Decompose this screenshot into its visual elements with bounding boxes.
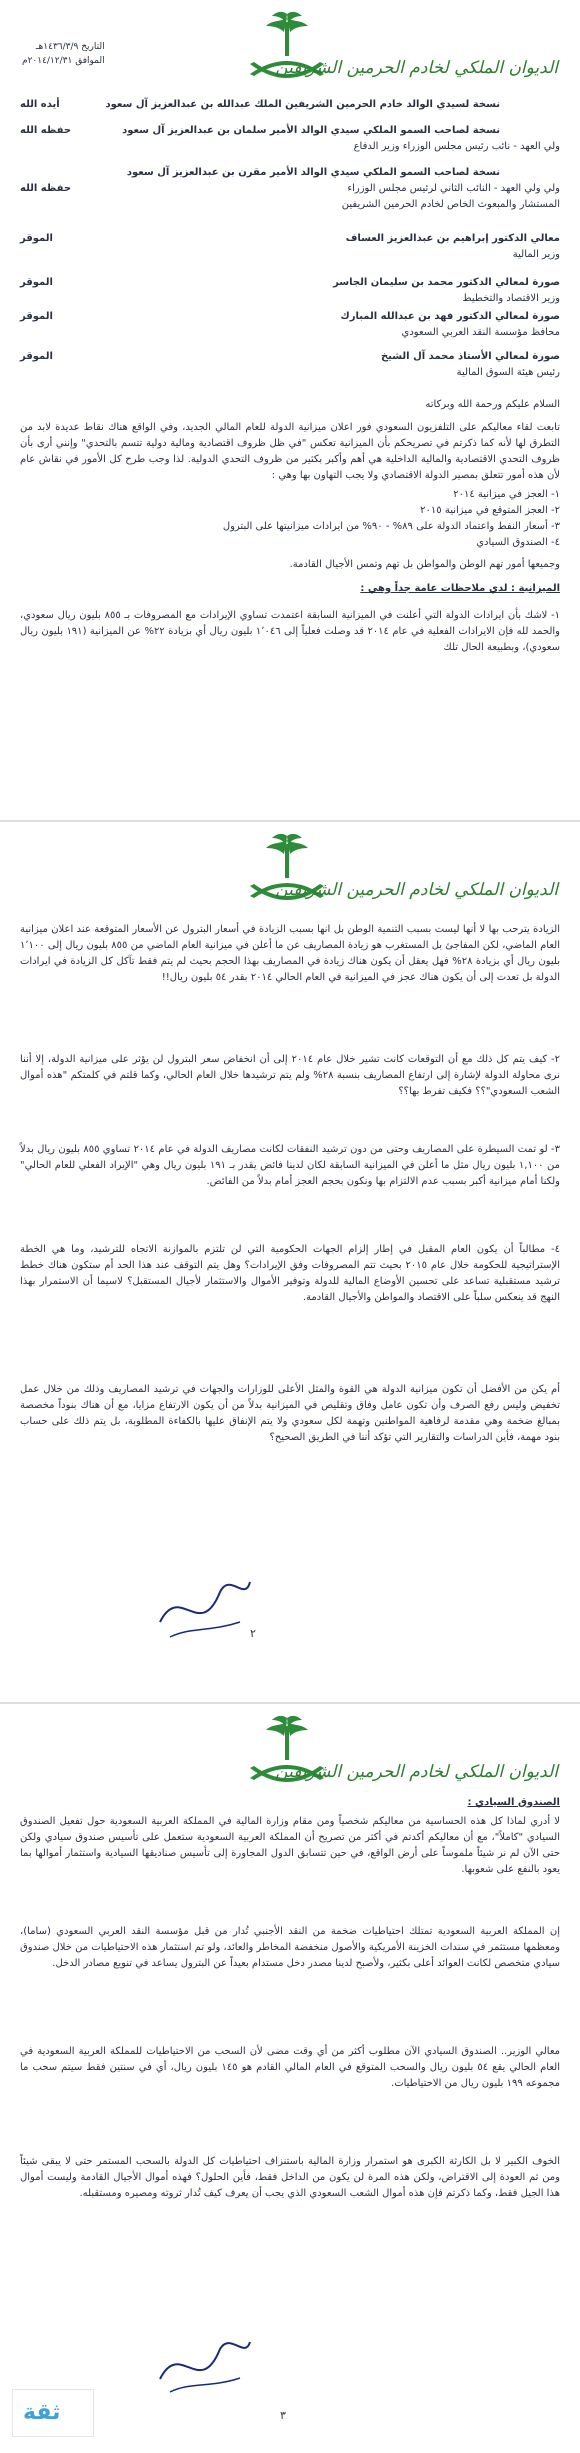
p2-paragraph-2: ٢- كيف يتم كل ذلك مع أن التوقعات كانت تشير خلال عام ٢٠١٤ إلى أن انخفاض سعر البترول لن يؤثر على ميزانية الدولة، إلا أننا نرى محاولة الدولة لإشارة إلى ارتفاع المصاريف بنسبة ٢٨% ولم يتم ترشيدها خلال العام الحالي، وكما قلتم في كلمتكم "هذه أموال الشعب السعودي"؟؟ فكيف تفرط بها؟؟ — [20, 1054, 560, 1097]
point-3: ٣- أسعار النفط واعتماد الدولة على ٨٩% - ٩٠% من ايرادات ميزانيتها على البترول — [222, 521, 560, 532]
sovereign-fund-heading: الصندوق السيادي : — [467, 1797, 560, 1808]
recipient-3: صورة لمعالي الدكتور فهد بن عبدالله المبارك — [340, 311, 560, 322]
recipient-1-title: وزير المالية — [512, 249, 560, 260]
office-title: الديوان الملكي لخادم الحرمين الشريفين — [275, 58, 558, 78]
point-4: ٤- الصندوق السيادي — [476, 537, 560, 548]
p2-paragraph-1: الزيادة يترحب بها لا أنها ليست بسبب التنمية الوطن بل انها بسبب الزيادة في أسعار البترول عن الأسعار المتوقعة عند اعلان ميزانية العام الماضي، لكن المفاجئ بل المستغرب هو زيادة المصاريف عن ما أعلن في ميزانية العام الماضي من ٨٥٥ بليون ريال إلى ١٬١٠٠ بليون ريال أي بزيادة ٢٨% فهل يعقل أن يكون هناك زيادة في المصاريف بهذا الحجم بحيث لم يتم فقط تآكل كل الزيادة في ايرادات الدولة بل تعدت إلى أن يكون هناك عجز في الميزانية في العام الحالي ٢٠١٤ بقدر ٥٤ بليون ريال!! — [20, 924, 560, 983]
point-1: ١- العجز في ميزانية ٢٠١٤ — [453, 489, 560, 500]
recipient-3-title: محافظ مؤسسة النقد العربي السعودي — [401, 327, 560, 338]
addressee-1: نسخة لسيدي الوالد خادم الحرمين الشريفين الملك عبدالله بن عبدالعزيز آل سعود — [105, 99, 500, 110]
p3-paragraph-3: معالي الوزير.. الصندوق السيادي الآن مطلوب أكثر من أي وقت مضى لأن السحب من الاحتياطيات للمملكة العربية السعودية في العام الحالي يقع ٥٤ بليون ريال والسحب المتوقع في العام المالي القادم هو ١٤٥ بليون ريال، أي في سنتين فقط سيتم سحب ما مجموعه ١٩٩ بليون ريال من الاحتياطيات. — [20, 2046, 561, 2089]
page-number: ٣ — [280, 2409, 286, 2422]
recipient-2: صورة لمعالي الدكتور محمد بن سليمان الجاسر — [333, 277, 560, 288]
watermark-text: ثقة — [23, 2400, 61, 2425]
greeting: السلام عليكم ورحمة الله وبركاته — [425, 399, 560, 410]
p3-paragraph-4: الخوف الكبير لا بل الكارثة الكبرى هو استمرار وزارة المالية باستنزاف احتياطيات كل الدولة بالسحب المستمر حتى لا يبقى شيئاً ومن ثم العودة إلى الاقتراض، ولكن هذه المرة لن يكون من الداخل فقط، فأين الحلول؟ فهذه أموال الأجيال القادمة وليست أموال هذا الجيل فقط، وكما ذكرتم فإن هذه أموال الشعب السعودي الذي يجب أن يعرف كيف تُدار ثروته ومصيره ومستقبله. — [20, 2156, 560, 2199]
addressee-3-title: ولي ولي العهد - النائب الثاني لرئيس مجلس الوزراء — [347, 183, 560, 194]
p2-paragraph-5: أم يكن من الأفضل أن تكون ميزانية الدولة هي القوة والمثل الأعلى للوزارات والجهات في ترشيد المصاريف وذلك من خلال عمل تخفيض وليس رفع الصرف وأن تكون عامل وفاق وتقليص في الميزانية بدلاً من أن يكون الارتفاع مزايا، مع أن هناك بنوداً مخصصة بمبالغ ضخمة وهي مقدمة لرفاهية المواطنين وتهمة لكل سعودي ولا يتم الإنفاق عليها بالكفاءة المطلوبة، بل يتم ذلك على حساب بنود مهمة، فأين الدراسات والتقارير التي تؤكد أننا في الطريق الصحيح؟ — [20, 1384, 560, 1443]
closing-paragraph: وجميعها أمور تهم الوطن والمواطن بل تهم وتمس الأجيال القادمة. — [289, 559, 560, 570]
recipient-2-honor: الموقر — [20, 277, 53, 288]
intro-paragraph: تابعت لقاء معاليكم على التلفزيون السعودي فور اعلان ميزانية الدولة للعام المالي الجديد، وفي الواقع هناك نقاط عديدة لابد من التطرق لها لأنه كما ذكرتم في تصريحكم بأن الميزانية تعكس "في ظل ظروف اقتصادية ومالية دولية تتسم بالتحدي" وإنني أرى بأن ظروف التحدي الاقتصادية والمالية الداخلية هي أهم وأكبر بكثير من ظروف التحدي الدولية. لذا وجب طرح كل الأمور في نقاش عام لأن هذه أمور تتعلق بمصير الدولة الاقتصادي ولا يجب التهاون بها وهي : — [20, 422, 560, 481]
p3-paragraph-2: إن المملكة العربية السعودية تمتلك احتياطيات ضخمة من النقد الأجنبي تُدار من قبل مؤسسة النقد العربي السعودي (ساما)، ومعظمها مستثمر في سندات الخزينة الأمريكية والأصول منخفضة المخاطر والعائد، ولو تم استثمار هذه الاحتياطيات من خلال صندوق سيادي متخصص لكانت العوائد أعلى بكثير، ولأصبح لدينا مصدر دخل مستدام بعيداً عن البترول يساعد في تنويع مصادر الدخل. — [20, 1926, 560, 1969]
letter-page-3 — [0, 1704, 580, 2453]
recipient-4-honor: الموقر — [20, 351, 53, 362]
page-number: ٢ — [250, 1627, 256, 1640]
p3-paragraph-1: لا أدري لماذا كل هذه الحساسية من معاليكم شخصياً ومن مقام وزارة المالية في المملكة العربية السعودية حول تفعيل الصندوق السيادي "كاملاً"، مع أن معاليكم أكدتم في أكثر من تصريح أن المملكة العربية السعودية ستعمل على تأسيس صندوق سيادي ولكن حتى الآن لم نر شيئاً ملموساً على أرض الواقع، في حين تتسابق الدول المجاورة إلى تأسيس صناديقها السيادية واستثمار أموالها بما يعود بالنفع على شعوبها. — [20, 1816, 560, 1875]
recipient-3-honor: الموقر — [20, 311, 53, 322]
addressee-3-title-2: المستشار والمبعوث الخاص لخادم الحرمين الشريفين — [341, 199, 560, 210]
p2-paragraph-4: ٤- مطالباً أن يكون العام المقبل في إطار إلزام الجهات الحكومية التي لن تلتزم بالموازنة الاتجاه للترشيد، وما هي الخطة الإستراتيجية للحكومة خلال عام ٢٠١٥ بحيث تتم المصروفات وفق الإيرادات؟ وهل يتم التوقف عند هذا الحد أم ستكون هناك خطط ترشيد مستقبلية تساعد على تحسين الأوضاع المالية للدولة وتوفير الأموال والاستثمار لأجيال المستقبل؟ لاسيما أن الاستمرار بهذا النهج قد ينعكس سلباً على الاقتصاد والمواطن والأجيال القادمة. — [20, 1244, 560, 1303]
budget-paragraph-1: ١- لاشك بأن ايرادات الدولة التي أعلنت في الميزانية السابقة اعتمدت تساوي الإيرادات مع المصروفات بـ ٨٥٥ بليون ريال سعودي، والحمد لله فإن الايرادات الفعلية في عام ٢٠١٤ قد وصلت فعلياً إلى ١٬٠٤٦ بليون ريال أي بزيادة ٢٢% عن الميزانية (١٩١ بليون ريال سعودي)، وبطبيعة الحال تلك — [20, 610, 560, 653]
recipient-4-title: رئيس هيئة السوق المالية — [456, 367, 560, 378]
signature-icon — [150, 1562, 260, 1652]
addressee-2: نسخة لصاحب السمو الملكي سيدي الوالد الأمير سلمان بن عبدالعزيز آل سعود — [122, 125, 500, 136]
signature-icon — [150, 2324, 260, 2404]
letter-page-2 — [0, 822, 580, 1705]
recipient-2-title: وزير الاقتصاد والتخطيط — [462, 293, 560, 304]
addressee-3: نسخة لصاحب السمو الملكي سيدي الوالد الأمير مقرن بن عبدالعزيز آل سعود — [126, 167, 500, 178]
addressee-2-title: ولي العهد - نائب رئيس مجلس الوزراء وزير الدفاع — [353, 141, 560, 152]
addressee-3-honor: حفظه الله — [20, 183, 72, 194]
office-title: الديوان الملكي لخادم الحرمين الشريفين — [275, 1762, 558, 1782]
office-title: الديوان الملكي لخادم الحرمين الشريفين — [275, 880, 558, 900]
recipient-1: معالي الدكتور إبراهيم بن عبدالعزيز العساف — [345, 233, 560, 244]
recipient-1-honor: الموقر — [20, 233, 53, 244]
budget-heading: الميزانية : لدي ملاحظات عامة جداً وهي : — [360, 583, 560, 594]
recipient-4: صورة لمعالي الأستاذ محمد آل الشيخ — [380, 351, 560, 362]
point-2: ٢- العجز المتوقع في ميزانية ٢٠١٥ — [420, 505, 560, 516]
date-gregorian: الموافق ٢٠١٤/١٢/٣١م — [22, 56, 105, 66]
addressee-1-honor: أيده الله — [20, 99, 60, 110]
addressee-2-honor: حفظه الله — [20, 125, 72, 136]
letter-page-1 — [0, 0, 580, 823]
watermark-logo — [12, 2389, 94, 2437]
letter-date — [22, 40, 105, 68]
date-hijri: التاريخ ١٤٣٦/٣/٩هـ — [35, 42, 105, 52]
p2-paragraph-3: ٣- لو تمت السيطرة على المصاريف وحتى من دون ترشيد النفقات لكانت مصاريف الدولة في عام ٢٠١٤ تساوي ٨٥٥ بليون ريال بدلاً من ١,١٠٠ بليون ريال مثل ما أعلن في الميزانية السابقة لكان لدينا فائض يقدر بـ ١٩١ بليون ريال وهي "الإيراد الفعلي للعام الحالي" ولكنا أمام ميزانية أكبر بسبب عدم الالتزام بها ونكون بحجم العجز أمام بدلاً من الفائض. — [20, 1144, 561, 1187]
